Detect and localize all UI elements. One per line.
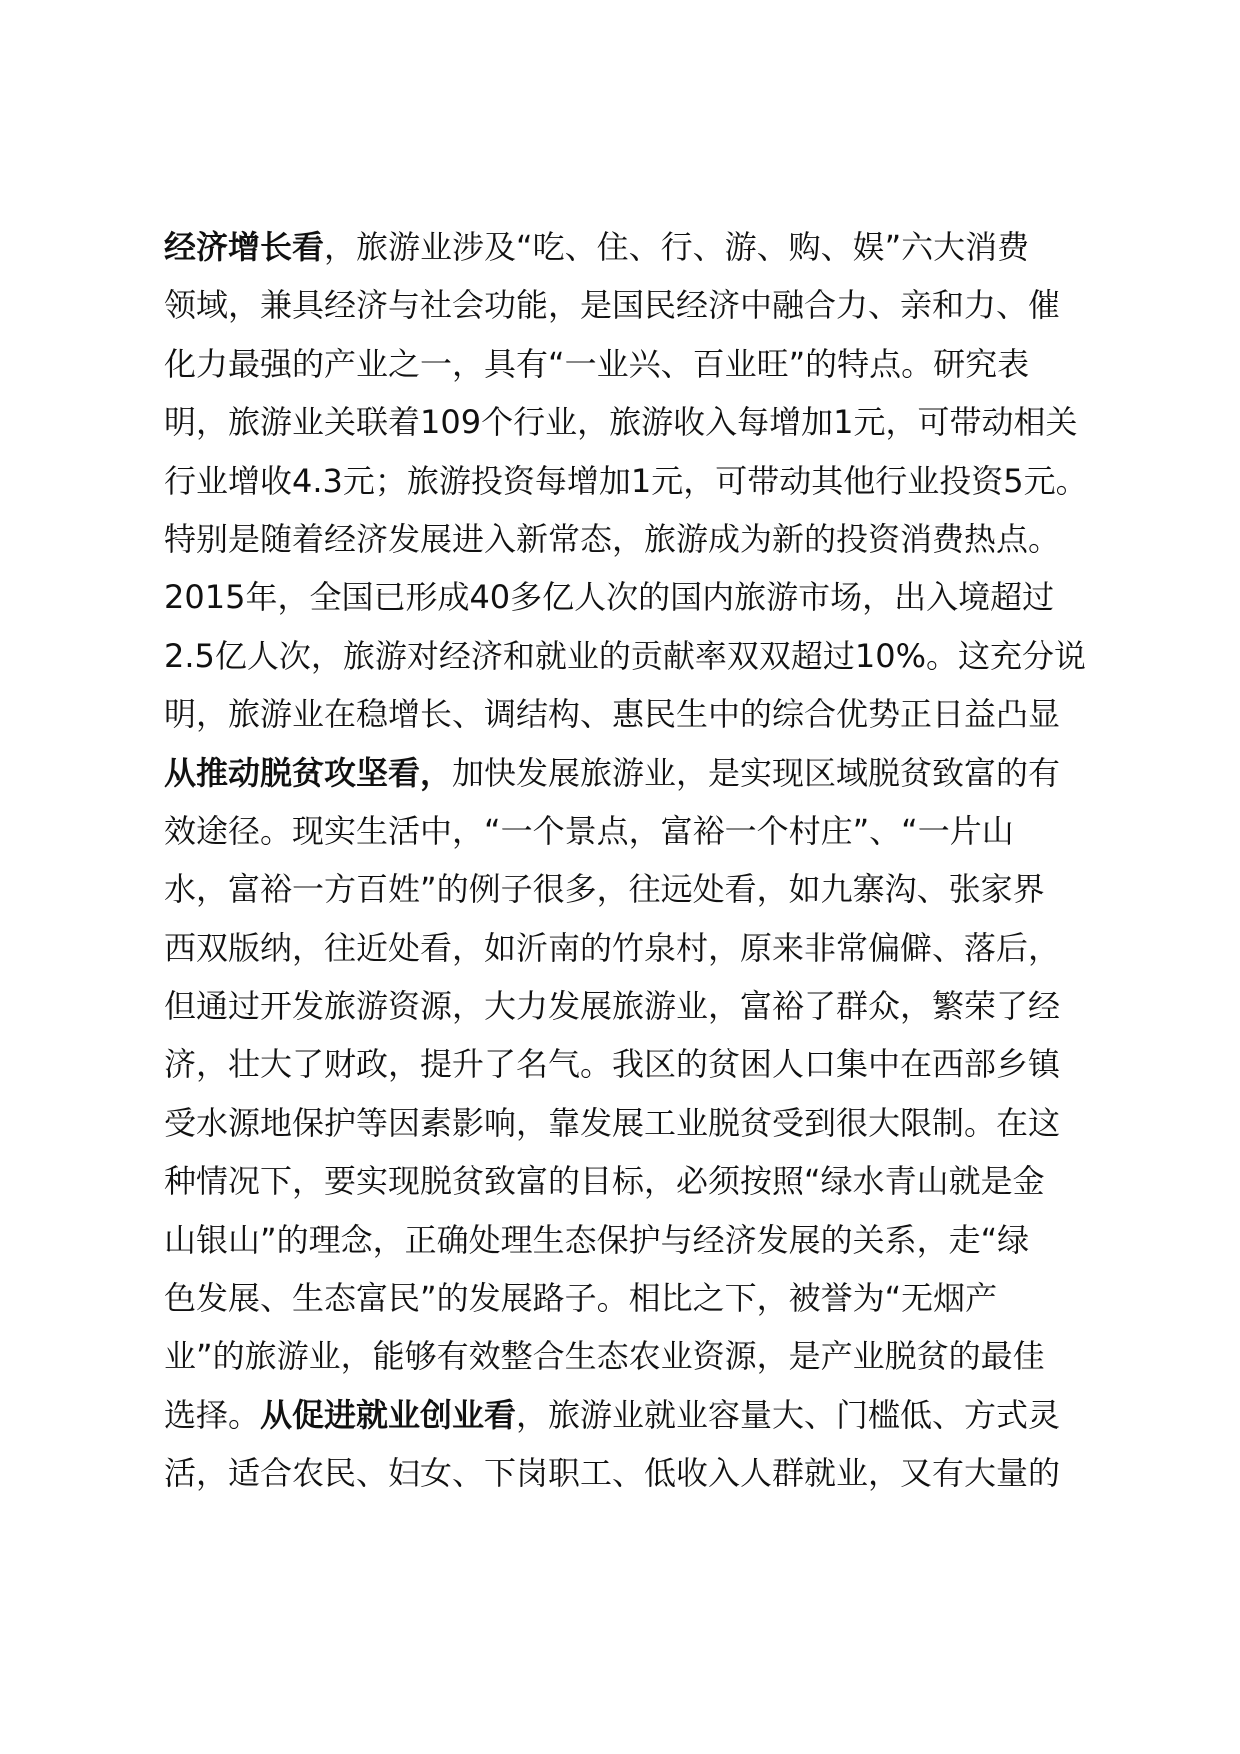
body-text-segment: 2015年，全国已形成40多亿人次的国内旅游市场，出入境超过 [164,578,1055,617]
text-line [164,393,1104,451]
text-line [164,276,1104,334]
body-text-segment: 明，旅游业关联着109个行业，旅游收入每增加1元，可带动相关 [164,403,1078,442]
body-text-segment: 受水源地保护等因素影响，靠发展工业脱贫受到很大限制。在这 [164,1103,1061,1142]
text-line [164,802,1104,860]
text-line [164,977,1104,1035]
body-text-segment: 水，富裕一方百姓”的例子很多，往远处看，如九寨沟、张家界 [164,870,1045,909]
body-text-segment: 领域，兼具经济与社会功能，是国民经济中融合力、亲和力、催 [164,286,1061,325]
bold-heading-text: 经济增长看 [164,228,325,266]
text-line [164,1152,1104,1210]
text-line [164,627,1104,685]
text-line [164,1035,1104,1093]
body-text-segment: 色发展、生态富民”的发展路子。相比之下，被誉为“无烟产 [164,1279,998,1318]
text-line [164,568,1104,626]
text-line [164,218,1104,276]
body-text-segment: 化力最强的产业之一，具有“一业兴、百业旺”的特点。研究表 [164,344,1030,383]
text-line [164,1444,1104,1502]
body-text-segment: 济，壮大了财政，提升了名气。我区的贫困人口集中在西部乡镇 [164,1045,1061,1084]
body-text-segment: 山银山”的理念，正确处理生态保护与经济发展的关系，走“绿 [164,1220,1030,1259]
text-line [164,452,1104,510]
text-line [164,919,1104,977]
body-text-segment: ，旅游业涉及“吃、住、行、游、购、娱”六大消费 [324,228,1030,266]
text-line [164,685,1104,743]
text-line [164,860,1104,918]
body-text-segment: 行业增收4.3元；旅游投资每增加1元，可带动其他行业投资5元。 [164,461,1088,500]
body-text-segment: 明，旅游业在稳增长、调结构、惠民生中的综合优势正日益凸显 [164,695,1061,734]
body-text-segment: 种情况下，要实现脱贫致富的目标，必须按照“绿水青山就是金 [164,1162,1045,1201]
body-text-segment: 效途径。现实生活中，“一个景点，富裕一个村庄”、“一片山 [164,811,1014,850]
body-text-segment: 选择。 [164,1395,261,1434]
bold-heading-text: 从促进就业创业看 [260,1395,517,1434]
body-text-segment: 2.5亿人次，旅游对经济和就业的贡献率双双超过10%。这充分说 [164,636,1087,675]
text-line [164,1211,1104,1269]
body-text-segment: 加快发展旅游业，是实现区域脱贫致富的有 [452,753,1061,792]
text-line [164,1269,1104,1327]
body-text-segment: 但通过开发旅游资源，大力发展旅游业，富裕了群众，繁荣了经 [164,987,1061,1026]
body-text [164,218,1104,1503]
body-text-segment: 活，适合农民、妇女、下岗职工、低收入人群就业，又有大量的 [164,1454,1061,1493]
body-text-segment: ，旅游业就业容量大、门槛低、方式灵 [516,1395,1061,1434]
text-line [164,1327,1104,1385]
bold-heading-text: 从推动脱贫攻坚看， [164,753,453,792]
text-line [164,744,1104,802]
body-text-segment: 特别是随着经济发展进入新常态，旅游成为新的投资消费热点。 [164,519,1061,558]
body-text-segment: 西双版纳，往近处看，如沂南的竹泉村，原来非常偏僻、落后， [164,928,1061,967]
text-line [164,1094,1104,1152]
text-line [164,335,1104,393]
body-text-segment: 业”的旅游业，能够有效整合生态农业资源，是产业脱贫的最佳 [164,1337,1045,1376]
text-line [164,510,1104,568]
text-line [164,1386,1104,1444]
